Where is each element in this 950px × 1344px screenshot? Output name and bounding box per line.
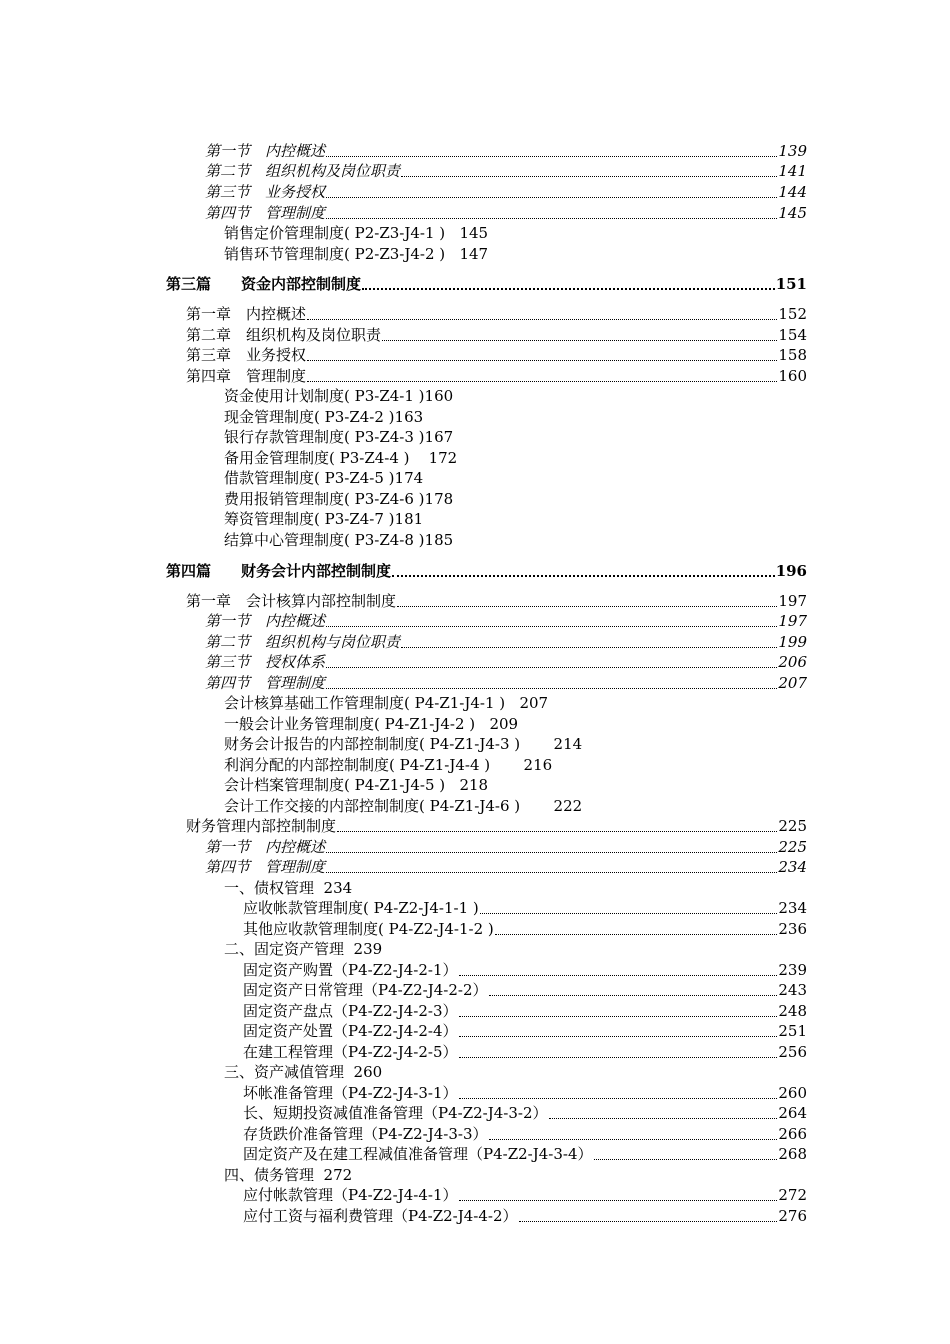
toc-entry-page: 225 xyxy=(778,838,807,856)
toc-entry-section[interactable] xyxy=(205,837,807,857)
dot-leader xyxy=(307,381,777,382)
toc-entry-chapter[interactable] xyxy=(186,304,807,324)
toc-entry-title: 在建工程管理（P4-Z2-J4-2-5） xyxy=(243,1043,458,1061)
toc-entry-title: 第四篇 财务会计内部控制制度 xyxy=(166,562,392,580)
toc-entry-subheading[interactable]: 二、固定资产管理 239 xyxy=(224,940,383,958)
toc-entry-section[interactable] xyxy=(205,611,807,631)
toc-entry-section[interactable] xyxy=(205,161,807,181)
dot-leader xyxy=(459,975,778,976)
toc-entry-section[interactable] xyxy=(205,857,807,877)
toc-entry-page: 196 xyxy=(775,562,807,580)
toc-entry-page: 256 xyxy=(778,1043,807,1061)
toc-entry-regulation[interactable]: 销售定价管理制度( P2-Z3-J4-1 ) 145 xyxy=(224,224,489,242)
toc-entry-page: 234 xyxy=(778,858,807,876)
dot-leader xyxy=(480,913,778,914)
dot-leader xyxy=(307,319,777,320)
toc-entry-regulation[interactable] xyxy=(243,1144,807,1164)
toc-entry-subheading[interactable]: 一、债权管理 234 xyxy=(224,879,353,897)
toc-entry-page: 145 xyxy=(778,204,807,222)
toc-entry-page: 251 xyxy=(778,1022,807,1040)
toc-entry-page: 197 xyxy=(778,592,807,610)
toc-entry-page: 139 xyxy=(778,142,807,160)
toc-entry-title: 第三篇 资金内部控制制度 xyxy=(166,275,362,293)
dot-leader xyxy=(495,934,778,935)
toc-entry-title: 固定资产盘点（P4-Z2-J4-2-3） xyxy=(243,1002,458,1020)
dot-leader xyxy=(326,197,777,198)
toc-entry-title: 固定资产购置（P4-Z2-J4-2-1） xyxy=(243,961,458,979)
toc-entry-page: 268 xyxy=(778,1145,807,1163)
toc-entry-chapter[interactable] xyxy=(186,366,807,386)
toc-entry-regulation[interactable]: 会计档案管理制度( P4-Z1-J4-5 ) 218 xyxy=(224,776,489,794)
dot-leader xyxy=(519,1221,778,1222)
toc-entry-title: 第三章 业务授权 xyxy=(186,346,307,364)
toc-entry-page: 160 xyxy=(778,367,807,385)
toc-entry-page: 225 xyxy=(778,817,807,835)
toc-entry-regulation[interactable]: 借款管理制度( P3-Z4-5 )174 xyxy=(224,469,424,487)
toc-entry-title: 应付工资与福利费管理（P4-Z2-J4-4-2） xyxy=(243,1207,518,1225)
toc-entry-title: 财务管理内部控制制度 xyxy=(186,817,337,835)
toc-entry-chapter[interactable] xyxy=(186,345,807,365)
toc-entry-title: 第二节 组织机构与岗位职责 xyxy=(205,633,401,651)
toc-entry-page: 154 xyxy=(778,326,807,344)
toc-entry-regulation[interactable]: 备用金管理制度( P3-Z4-4 ) 172 xyxy=(224,449,458,467)
toc-entry-page: 199 xyxy=(778,633,807,651)
toc-entry-regulation[interactable]: 一般会计业务管理制度( P4-Z1-J4-2 ) 209 xyxy=(224,715,519,733)
dot-leader xyxy=(397,606,777,607)
dot-leader xyxy=(459,1016,778,1017)
toc-entry-page: 144 xyxy=(778,183,807,201)
toc-entry-section[interactable] xyxy=(205,141,807,161)
toc-entry-regulation[interactable]: 结算中心管理制度( P3-Z4-8 )185 xyxy=(224,531,454,549)
toc-entry-title: 第二节 组织机构及岗位职责 xyxy=(205,162,401,180)
toc-entry-regulation[interactable] xyxy=(243,1021,807,1041)
toc-entry-title: 应付帐款管理（P4-Z2-J4-4-1） xyxy=(243,1186,458,1204)
toc-entry-subheading[interactable]: 四、债务管理 272 xyxy=(224,1166,353,1184)
dot-leader xyxy=(326,667,777,668)
toc-entry-title: 第四节 管理制度 xyxy=(205,204,326,222)
toc-entry-page: 264 xyxy=(778,1104,807,1122)
dot-leader xyxy=(489,995,778,996)
dot-leader xyxy=(459,1036,778,1037)
toc-entry-section[interactable] xyxy=(205,203,807,223)
toc-entry-regulation[interactable]: 销售环节管理制度( P2-Z3-J4-2 ) 147 xyxy=(224,245,489,263)
toc-entry-regulation[interactable] xyxy=(243,1083,807,1103)
toc-entry-title: 第一节 内控概述 xyxy=(205,142,326,160)
toc-entry-title: 第四章 管理制度 xyxy=(186,367,307,385)
toc-entry-part[interactable] xyxy=(166,274,807,294)
toc-entry-page: 234 xyxy=(778,899,807,917)
dot-leader xyxy=(549,1118,778,1119)
toc-entry-section[interactable] xyxy=(205,673,807,693)
toc-entry-title: 第二章 组织机构及岗位职责 xyxy=(186,326,382,344)
toc-entry-section[interactable] xyxy=(205,652,807,672)
toc-entry-title: 第三节 业务授权 xyxy=(205,183,326,201)
toc-entry-regulation[interactable] xyxy=(243,1124,807,1144)
toc-entry-regulation[interactable] xyxy=(243,919,807,939)
dot-leader xyxy=(459,1200,778,1201)
toc-entry-regulation[interactable]: 银行存款管理制度( P3-Z4-3 )167 xyxy=(224,428,454,446)
toc-entry-regulation[interactable]: 会计工作交接的内部控制制度( P4-Z1-J4-6 ) 222 xyxy=(224,797,583,815)
dot-leader xyxy=(401,647,777,648)
toc-entry-title: 坏帐准备管理（P4-Z2-J4-3-1） xyxy=(243,1084,458,1102)
toc-entry-chapter[interactable] xyxy=(186,591,807,611)
dot-leader xyxy=(459,1057,778,1058)
toc-entry-title: 第一节 内控概述 xyxy=(205,838,326,856)
dot-leader xyxy=(392,575,775,577)
toc-entry-title: 长、短期投资减值准备管理（P4-Z2-J4-3-2） xyxy=(243,1104,548,1122)
toc-entry-regulation[interactable] xyxy=(243,1103,807,1123)
toc-entry-page: 151 xyxy=(775,275,807,293)
toc-entry-page: 158 xyxy=(778,346,807,364)
toc-entry-regulation[interactable]: 现金管理制度( P3-Z4-2 )163 xyxy=(224,408,424,426)
toc-entry-page: 272 xyxy=(778,1186,807,1204)
toc-entry-title: 第一章 内控概述 xyxy=(186,305,307,323)
toc-entry-regulation[interactable]: 利润分配的内部控制制度( P4-Z1-J4-4 ) 216 xyxy=(224,756,553,774)
toc-entry-page: 239 xyxy=(778,961,807,979)
dot-leader xyxy=(401,176,777,177)
toc-entry-regulation[interactable]: 筹资管理制度( P3-Z4-7 )181 xyxy=(224,510,424,528)
toc-entry-page: 276 xyxy=(778,1207,807,1225)
toc-entry-title: 其他应收款管理制度( P4-Z2-J4-1-2 ) xyxy=(243,920,494,938)
dot-leader xyxy=(362,288,775,290)
toc-entry-regulation[interactable] xyxy=(243,1185,807,1205)
toc-entry-page: 141 xyxy=(778,162,807,180)
toc-entry-title: 第一章 会计核算内部控制制度 xyxy=(186,592,397,610)
toc-entry-title: 固定资产处置（P4-Z2-J4-2-4） xyxy=(243,1022,458,1040)
toc-entry-regulation[interactable] xyxy=(243,980,807,1000)
toc-entry-page: 266 xyxy=(778,1125,807,1143)
toc-entry-regulation[interactable]: 资金使用计划制度( P3-Z4-1 )160 xyxy=(224,387,454,405)
toc-entry-page: 260 xyxy=(778,1084,807,1102)
toc-entry-regulation[interactable] xyxy=(243,1001,807,1021)
dot-leader xyxy=(594,1159,778,1160)
toc-entry-title: 固定资产日常管理（P4-Z2-J4-2-2） xyxy=(243,981,488,999)
dot-leader xyxy=(307,360,777,361)
toc-entry-section[interactable] xyxy=(205,632,807,652)
toc-entry-page: 236 xyxy=(778,920,807,938)
dot-leader xyxy=(326,688,777,689)
toc-entry-regulation[interactable]: 费用报销管理制度( P3-Z4-6 )178 xyxy=(224,490,454,508)
toc-entry-regulation[interactable]: 会计核算基础工作管理制度( P4-Z1-J4-1 ) 207 xyxy=(224,694,549,712)
toc-entry-regulation[interactable]: 财务会计报告的内部控制制度( P4-Z1-J4-3 ) 214 xyxy=(224,735,583,753)
toc-entry-page: 197 xyxy=(778,612,807,630)
toc-entry-page: 243 xyxy=(778,981,807,999)
toc-entry-regulation[interactable] xyxy=(243,1042,807,1062)
toc-entry-regulation[interactable] xyxy=(243,1206,807,1226)
toc-entry-title: 第一节 内控概述 xyxy=(205,612,326,630)
toc-entry-page: 248 xyxy=(778,1002,807,1020)
toc-entry-title: 第四节 管理制度 xyxy=(205,858,326,876)
toc-entry-chapter[interactable] xyxy=(186,325,807,345)
toc-entry-title: 应收帐款管理制度( P4-Z2-J4-1-1 ) xyxy=(243,899,479,917)
dot-leader xyxy=(337,831,777,832)
toc-entry-page: 152 xyxy=(778,305,807,323)
toc-entry-title: 第三节 授权体系 xyxy=(205,653,326,671)
toc-entry-regulation[interactable] xyxy=(243,898,807,918)
dot-leader xyxy=(382,340,777,341)
toc-entry-chapter[interactable] xyxy=(186,816,807,836)
toc-entry-section[interactable] xyxy=(205,182,807,202)
toc-entry-subheading[interactable]: 三、资产减值管理 260 xyxy=(224,1063,383,1081)
toc-entry-title: 存货跌价准备管理（P4-Z2-J4-3-3） xyxy=(243,1125,488,1143)
dot-leader xyxy=(326,852,777,853)
dot-leader xyxy=(459,1098,778,1099)
dot-leader xyxy=(489,1139,778,1140)
toc-entry-page: 206 xyxy=(778,653,807,671)
toc-entry-part[interactable] xyxy=(166,561,807,581)
dot-leader xyxy=(326,872,777,873)
dot-leader xyxy=(326,218,777,219)
toc-entry-title: 第四节 管理制度 xyxy=(205,674,326,692)
toc-entry-page: 207 xyxy=(778,674,807,692)
toc-entry-title: 固定资产及在建工程减值准备管理（P4-Z2-J4-3-4） xyxy=(243,1145,593,1163)
dot-leader xyxy=(326,156,777,157)
toc-entry-regulation[interactable] xyxy=(243,960,807,980)
dot-leader xyxy=(326,626,777,627)
